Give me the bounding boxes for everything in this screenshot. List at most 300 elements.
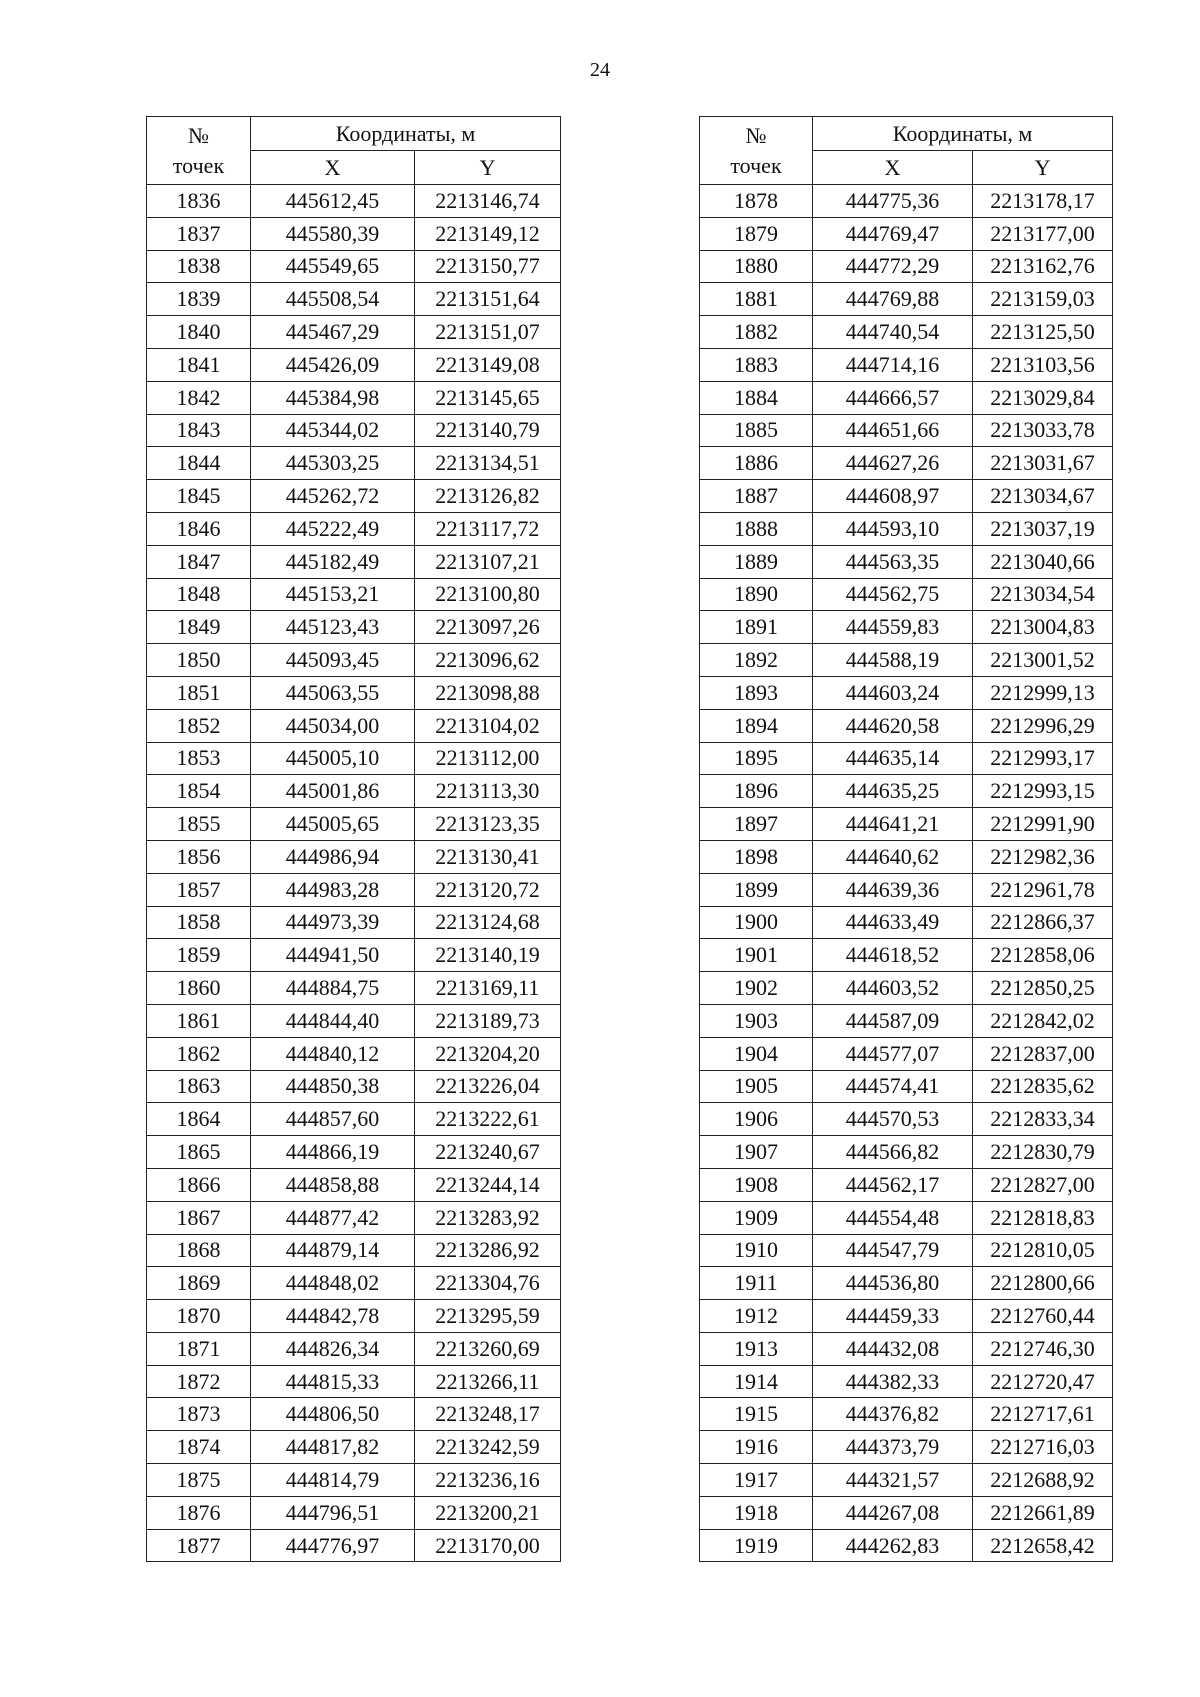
x-coordinate-cell: 444635,14: [813, 742, 973, 775]
point-number-cell: 1842: [147, 381, 251, 414]
table-row: [147, 348, 561, 381]
y-coordinate-cell: 2213162,76: [973, 250, 1113, 283]
table-row: [147, 840, 561, 873]
table-row: [147, 414, 561, 447]
y-coordinate-cell: 2212716,03: [973, 1431, 1113, 1464]
point-number-cell: 1873: [147, 1398, 251, 1431]
x-coordinate-cell: 444776,97: [251, 1529, 415, 1562]
x-coordinate-cell: 444850,38: [251, 1070, 415, 1103]
y-column-header: Y: [973, 151, 1113, 185]
point-number-cell: 1869: [147, 1267, 251, 1300]
point-number-cell: 1863: [147, 1070, 251, 1103]
x-coordinate-cell: 444826,34: [251, 1332, 415, 1365]
page-number: 24: [590, 59, 610, 81]
y-coordinate-cell: 2213178,17: [973, 185, 1113, 218]
x-coordinate-cell: 444639,36: [813, 873, 973, 906]
table-row: [147, 217, 561, 250]
y-coordinate-cell: 2213248,17: [415, 1398, 561, 1431]
point-number-cell: 1900: [700, 906, 813, 939]
table-row: [700, 1168, 1113, 1201]
point-number-cell: 1918: [700, 1496, 813, 1529]
y-coordinate-cell: 2212991,90: [973, 808, 1113, 841]
point-number-cell: 1846: [147, 512, 251, 545]
table-row: [147, 250, 561, 283]
y-coordinate-cell: 2212830,79: [973, 1136, 1113, 1169]
point-number-cell: 1910: [700, 1234, 813, 1267]
x-coordinate-cell: 444817,82: [251, 1431, 415, 1464]
y-coordinate-cell: 2213037,19: [973, 512, 1113, 545]
point-number-cell: 1905: [700, 1070, 813, 1103]
y-coordinate-cell: 2213240,67: [415, 1136, 561, 1169]
x-coordinate-cell: 445222,49: [251, 512, 415, 545]
x-coordinate-cell: 445426,09: [251, 348, 415, 381]
point-number-cell: 1843: [147, 414, 251, 447]
y-coordinate-cell: 2213130,41: [415, 840, 561, 873]
point-number-cell: 1919: [700, 1529, 813, 1562]
table-row: [700, 1267, 1113, 1300]
table-row: [700, 1398, 1113, 1431]
table-row: [147, 1103, 561, 1136]
y-coordinate-cell: 2213104,02: [415, 709, 561, 742]
point-number-cell: 1849: [147, 611, 251, 644]
y-coordinate-cell: 2213295,59: [415, 1300, 561, 1333]
y-coordinate-cell: 2213177,00: [973, 217, 1113, 250]
point-number-cell: 1882: [700, 316, 813, 349]
y-coordinate-cell: 2212850,25: [973, 972, 1113, 1005]
table-row: [147, 1332, 561, 1365]
x-coordinate-cell: 444775,36: [813, 185, 973, 218]
table-row: [700, 775, 1113, 808]
point-number-cell: 1879: [700, 217, 813, 250]
point-number-cell: 1868: [147, 1234, 251, 1267]
y-coordinate-cell: 2213124,68: [415, 906, 561, 939]
y-coordinate-cell: 2213266,11: [415, 1365, 561, 1398]
y-coordinate-cell: 2213096,62: [415, 644, 561, 677]
y-coordinate-cell: 2213169,11: [415, 972, 561, 1005]
coordinates-table-left: [146, 116, 561, 1562]
y-coordinate-cell: 2212661,89: [973, 1496, 1113, 1529]
point-number-cell: 1867: [147, 1201, 251, 1234]
table-row: [700, 1070, 1113, 1103]
point-number-symbol: №: [188, 122, 209, 148]
point-number-cell: 1912: [700, 1300, 813, 1333]
y-coordinate-cell: 2213103,56: [973, 348, 1113, 381]
y-coordinate-cell: 2213100,80: [415, 578, 561, 611]
y-coordinate-cell: 2213159,03: [973, 283, 1113, 316]
x-coordinate-cell: 445303,25: [251, 447, 415, 480]
y-coordinate-cell: 2213107,21: [415, 545, 561, 578]
point-number-cell: 1914: [700, 1365, 813, 1398]
point-number-cell: 1888: [700, 512, 813, 545]
table-row: [700, 1300, 1113, 1333]
x-coordinate-cell: 444376,82: [813, 1398, 973, 1431]
x-coordinate-cell: 444769,47: [813, 217, 973, 250]
table-row: [147, 1300, 561, 1333]
x-coordinate-cell: 444608,97: [813, 480, 973, 513]
table-row: [147, 1431, 561, 1464]
point-number-cell: 1916: [700, 1431, 813, 1464]
table-row: [147, 1267, 561, 1300]
y-coordinate-cell: 2213226,04: [415, 1070, 561, 1103]
x-coordinate-cell: 444740,54: [813, 316, 973, 349]
y-coordinate-cell: 2213031,67: [973, 447, 1113, 480]
table-row: [147, 1464, 561, 1497]
y-coordinate-cell: 2213283,92: [415, 1201, 561, 1234]
y-column-header: Y: [415, 151, 561, 185]
point-number-cell: 1895: [700, 742, 813, 775]
x-coordinate-cell: 444986,94: [251, 840, 415, 873]
x-coordinate-cell: 445005,10: [251, 742, 415, 775]
y-coordinate-cell: 2212800,66: [973, 1267, 1113, 1300]
point-number-cell: 1858: [147, 906, 251, 939]
point-number-symbol: №: [745, 122, 767, 148]
point-number-cell: 1860: [147, 972, 251, 1005]
x-coordinate-cell: 444603,52: [813, 972, 973, 1005]
table-row: [700, 644, 1113, 677]
point-number-cell: 1866: [147, 1168, 251, 1201]
y-coordinate-cell: 2213034,54: [973, 578, 1113, 611]
y-coordinate-cell: 2213146,74: [415, 185, 561, 218]
x-coordinate-cell: 444574,41: [813, 1070, 973, 1103]
point-number-cell: 1874: [147, 1431, 251, 1464]
y-coordinate-cell: 2213098,88: [415, 676, 561, 709]
point-number-word: точек: [172, 152, 225, 178]
table-row: [700, 840, 1113, 873]
y-coordinate-cell: 2213244,14: [415, 1168, 561, 1201]
x-coordinate-cell: 444618,52: [813, 939, 973, 972]
x-coordinate-cell: 444562,75: [813, 578, 973, 611]
y-coordinate-cell: 2213034,67: [973, 480, 1113, 513]
y-coordinate-cell: 2213304,76: [415, 1267, 561, 1300]
table-row: [700, 283, 1113, 316]
point-number-cell: 1913: [700, 1332, 813, 1365]
x-coordinate-cell: 445549,65: [251, 250, 415, 283]
table-row: [147, 1496, 561, 1529]
point-number-cell: 1859: [147, 939, 251, 972]
y-coordinate-cell: 2213040,66: [973, 545, 1113, 578]
table-row: [700, 709, 1113, 742]
table-row: [700, 447, 1113, 480]
coordinates-header: Координаты, м: [813, 117, 1113, 151]
y-coordinate-cell: 2213151,07: [415, 316, 561, 349]
x-coordinate-cell: 444640,62: [813, 840, 973, 873]
point-number-cell: 1904: [700, 1037, 813, 1070]
y-coordinate-cell: 2212810,05: [973, 1234, 1113, 1267]
point-number-cell: 1861: [147, 1004, 251, 1037]
y-coordinate-cell: 2213112,00: [415, 742, 561, 775]
x-coordinate-cell: 445001,86: [251, 775, 415, 808]
table-row: [700, 512, 1113, 545]
x-coordinate-cell: 444884,75: [251, 972, 415, 1005]
table-row: [147, 1004, 561, 1037]
x-coordinate-cell: 444627,26: [813, 447, 973, 480]
point-number-cell: 1871: [147, 1332, 251, 1365]
point-number-cell: 1908: [700, 1168, 813, 1201]
point-number-cell: 1886: [700, 447, 813, 480]
y-coordinate-cell: 2213204,20: [415, 1037, 561, 1070]
point-number-cell: 1901: [700, 939, 813, 972]
point-number-cell: 1883: [700, 348, 813, 381]
x-coordinate-cell: 444666,57: [813, 381, 973, 414]
y-coordinate-cell: 2212760,44: [973, 1300, 1113, 1333]
point-number-cell: 1853: [147, 742, 251, 775]
table-row: [147, 1201, 561, 1234]
x-coordinate-cell: 445123,43: [251, 611, 415, 644]
y-coordinate-cell: 2212999,13: [973, 676, 1113, 709]
y-coordinate-cell: 2213126,82: [415, 480, 561, 513]
x-coordinate-cell: 444321,57: [813, 1464, 973, 1497]
x-coordinate-cell: 444772,29: [813, 250, 973, 283]
point-number-cell: 1917: [700, 1464, 813, 1497]
coordinates-table-right: [699, 116, 1113, 1562]
y-coordinate-cell: 2213222,61: [415, 1103, 561, 1136]
table-row: [147, 512, 561, 545]
point-number-cell: 1878: [700, 185, 813, 218]
y-coordinate-cell: 2213236,16: [415, 1464, 561, 1497]
point-number-cell: 1894: [700, 709, 813, 742]
x-coordinate-cell: 444651,66: [813, 414, 973, 447]
point-number-cell: 1862: [147, 1037, 251, 1070]
y-coordinate-cell: 2213260,69: [415, 1332, 561, 1365]
point-number-cell: 1851: [147, 676, 251, 709]
point-number-cell: 1856: [147, 840, 251, 873]
y-coordinate-cell: 2212833,34: [973, 1103, 1113, 1136]
point-number-cell: 1838: [147, 250, 251, 283]
point-number-cell: 1870: [147, 1300, 251, 1333]
point-number-header: [700, 117, 813, 185]
table-row: [147, 1234, 561, 1267]
y-coordinate-cell: 2213189,73: [415, 1004, 561, 1037]
x-coordinate-cell: 444857,60: [251, 1103, 415, 1136]
x-coordinate-cell: 444620,58: [813, 709, 973, 742]
y-coordinate-cell: 2213145,65: [415, 381, 561, 414]
table-row: [700, 250, 1113, 283]
point-number-cell: 1850: [147, 644, 251, 677]
table-row: [147, 185, 561, 218]
y-coordinate-cell: 2213200,21: [415, 1496, 561, 1529]
x-coordinate-cell: 444593,10: [813, 512, 973, 545]
table-row: [147, 1365, 561, 1398]
y-coordinate-cell: 2212827,00: [973, 1168, 1113, 1201]
table-row: [700, 873, 1113, 906]
x-coordinate-cell: 444848,02: [251, 1267, 415, 1300]
table-row: [700, 939, 1113, 972]
x-coordinate-cell: 444633,49: [813, 906, 973, 939]
point-number-cell: 1857: [147, 873, 251, 906]
y-coordinate-cell: 2212818,83: [973, 1201, 1113, 1234]
x-coordinate-cell: 444844,40: [251, 1004, 415, 1037]
table-row: [700, 217, 1113, 250]
table-row: [147, 381, 561, 414]
y-coordinate-cell: 2212842,02: [973, 1004, 1113, 1037]
point-number-cell: 1840: [147, 316, 251, 349]
table-row: [147, 709, 561, 742]
table-row: [700, 808, 1113, 841]
x-coordinate-cell: 444815,33: [251, 1365, 415, 1398]
x-coordinate-cell: 445093,45: [251, 644, 415, 677]
point-number-word: точек: [730, 152, 782, 178]
point-number-cell: 1852: [147, 709, 251, 742]
table-body: [700, 185, 1113, 1562]
x-coordinate-cell: 445467,29: [251, 316, 415, 349]
table-row: [147, 1136, 561, 1169]
table-row: [700, 1201, 1113, 1234]
table-row: [147, 972, 561, 1005]
x-coordinate-cell: 444973,39: [251, 906, 415, 939]
table-row: [147, 742, 561, 775]
table-row: [700, 1136, 1113, 1169]
table-row: [700, 1431, 1113, 1464]
y-coordinate-cell: 2213242,59: [415, 1431, 561, 1464]
table-row: [700, 545, 1113, 578]
x-coordinate-cell: 445508,54: [251, 283, 415, 316]
table-row: [147, 545, 561, 578]
y-coordinate-cell: 2213170,00: [415, 1529, 561, 1562]
x-coordinate-cell: 444432,08: [813, 1332, 973, 1365]
x-coordinate-cell: 444577,07: [813, 1037, 973, 1070]
y-coordinate-cell: 2212866,37: [973, 906, 1113, 939]
point-number-cell: 1899: [700, 873, 813, 906]
x-coordinate-cell: 444603,24: [813, 676, 973, 709]
point-number-cell: 1887: [700, 480, 813, 513]
table-row: [147, 906, 561, 939]
y-coordinate-cell: 2212982,36: [973, 840, 1113, 873]
y-coordinate-cell: 2213149,12: [415, 217, 561, 250]
x-coordinate-cell: 444635,25: [813, 775, 973, 808]
point-number-cell: 1903: [700, 1004, 813, 1037]
table-row: [147, 283, 561, 316]
x-coordinate-cell: 444814,79: [251, 1464, 415, 1497]
table-row: [147, 775, 561, 808]
point-number-cell: 1847: [147, 545, 251, 578]
x-coordinate-cell: 445580,39: [251, 217, 415, 250]
x-coordinate-cell: 444842,78: [251, 1300, 415, 1333]
table-row: [147, 1037, 561, 1070]
y-coordinate-cell: 2213149,08: [415, 348, 561, 381]
table-row: [147, 578, 561, 611]
x-coordinate-cell: 444840,12: [251, 1037, 415, 1070]
table-row: [700, 1234, 1113, 1267]
point-number-cell: 1884: [700, 381, 813, 414]
x-coordinate-cell: 445612,45: [251, 185, 415, 218]
y-coordinate-cell: 2212993,15: [973, 775, 1113, 808]
table-row: [700, 1529, 1113, 1562]
y-coordinate-cell: 2212961,78: [973, 873, 1113, 906]
x-coordinate-cell: 444858,88: [251, 1168, 415, 1201]
y-coordinate-cell: 2212658,42: [973, 1529, 1113, 1562]
y-coordinate-cell: 2213117,72: [415, 512, 561, 545]
table-row: [700, 1365, 1113, 1398]
y-coordinate-cell: 2212858,06: [973, 939, 1113, 972]
x-coordinate-cell: 444566,82: [813, 1136, 973, 1169]
table-row: [700, 1004, 1113, 1037]
x-coordinate-cell: 444587,09: [813, 1004, 973, 1037]
table-row: [700, 1496, 1113, 1529]
table-row: [700, 1037, 1113, 1070]
point-number-cell: 1898: [700, 840, 813, 873]
point-number-cell: 1885: [700, 414, 813, 447]
y-coordinate-cell: 2212717,61: [973, 1398, 1113, 1431]
table-row: [700, 906, 1113, 939]
point-number-header: [147, 117, 251, 185]
table-row: [700, 381, 1113, 414]
point-number-cell: 1841: [147, 348, 251, 381]
table-row: [700, 480, 1113, 513]
y-coordinate-cell: 2213113,30: [415, 775, 561, 808]
y-coordinate-cell: 2213151,64: [415, 283, 561, 316]
x-coordinate-cell: 444879,14: [251, 1234, 415, 1267]
table-row: [147, 676, 561, 709]
y-coordinate-cell: 2212720,47: [973, 1365, 1113, 1398]
x-coordinate-cell: 444877,42: [251, 1201, 415, 1234]
y-coordinate-cell: 2213097,26: [415, 611, 561, 644]
table-row: [700, 1103, 1113, 1136]
point-number-cell: 1877: [147, 1529, 251, 1562]
x-coordinate-cell: 445153,21: [251, 578, 415, 611]
x-coordinate-cell: 444563,35: [813, 545, 973, 578]
table-row: [700, 185, 1113, 218]
table-row: [147, 873, 561, 906]
table-row: [147, 644, 561, 677]
table-row: [700, 578, 1113, 611]
x-coordinate-cell: 444588,19: [813, 644, 973, 677]
table-row: [147, 1529, 561, 1562]
x-coordinate-cell: 444806,50: [251, 1398, 415, 1431]
point-number-cell: 1848: [147, 578, 251, 611]
table-row: [147, 939, 561, 972]
y-coordinate-cell: 2213120,72: [415, 873, 561, 906]
y-coordinate-cell: 2213134,51: [415, 447, 561, 480]
x-coordinate-cell: 444459,33: [813, 1300, 973, 1333]
y-coordinate-cell: 2213286,92: [415, 1234, 561, 1267]
point-number-cell: 1892: [700, 644, 813, 677]
point-number-cell: 1844: [147, 447, 251, 480]
table-row: [700, 316, 1113, 349]
point-number-cell: 1836: [147, 185, 251, 218]
point-number-cell: 1864: [147, 1103, 251, 1136]
point-number-cell: 1906: [700, 1103, 813, 1136]
x-coordinate-cell: 445262,72: [251, 480, 415, 513]
x-coordinate-cell: 444866,19: [251, 1136, 415, 1169]
x-column-header: X: [251, 151, 415, 185]
table-row: [147, 1398, 561, 1431]
x-coordinate-cell: 444267,08: [813, 1496, 973, 1529]
x-coordinate-cell: 444796,51: [251, 1496, 415, 1529]
point-number-cell: 1911: [700, 1267, 813, 1300]
x-coordinate-cell: 444941,50: [251, 939, 415, 972]
y-coordinate-cell: 2212835,62: [973, 1070, 1113, 1103]
y-coordinate-cell: 2212746,30: [973, 1332, 1113, 1365]
y-coordinate-cell: 2213150,77: [415, 250, 561, 283]
x-coordinate-cell: 444373,79: [813, 1431, 973, 1464]
x-coordinate-cell: 445344,02: [251, 414, 415, 447]
point-number-cell: 1889: [700, 545, 813, 578]
point-number-cell: 1890: [700, 578, 813, 611]
point-number-cell: 1845: [147, 480, 251, 513]
y-coordinate-cell: 2212837,00: [973, 1037, 1113, 1070]
x-coordinate-cell: 444559,83: [813, 611, 973, 644]
x-coordinate-cell: 444641,21: [813, 808, 973, 841]
coordinates-header: Координаты, м: [251, 117, 561, 151]
x-coordinate-cell: 444562,17: [813, 1168, 973, 1201]
point-number-cell: 1896: [700, 775, 813, 808]
table-body: [147, 185, 561, 1562]
point-number-cell: 1854: [147, 775, 251, 808]
point-number-cell: 1893: [700, 676, 813, 709]
y-coordinate-cell: 2212688,92: [973, 1464, 1113, 1497]
x-coordinate-cell: 445182,49: [251, 545, 415, 578]
point-number-cell: 1907: [700, 1136, 813, 1169]
